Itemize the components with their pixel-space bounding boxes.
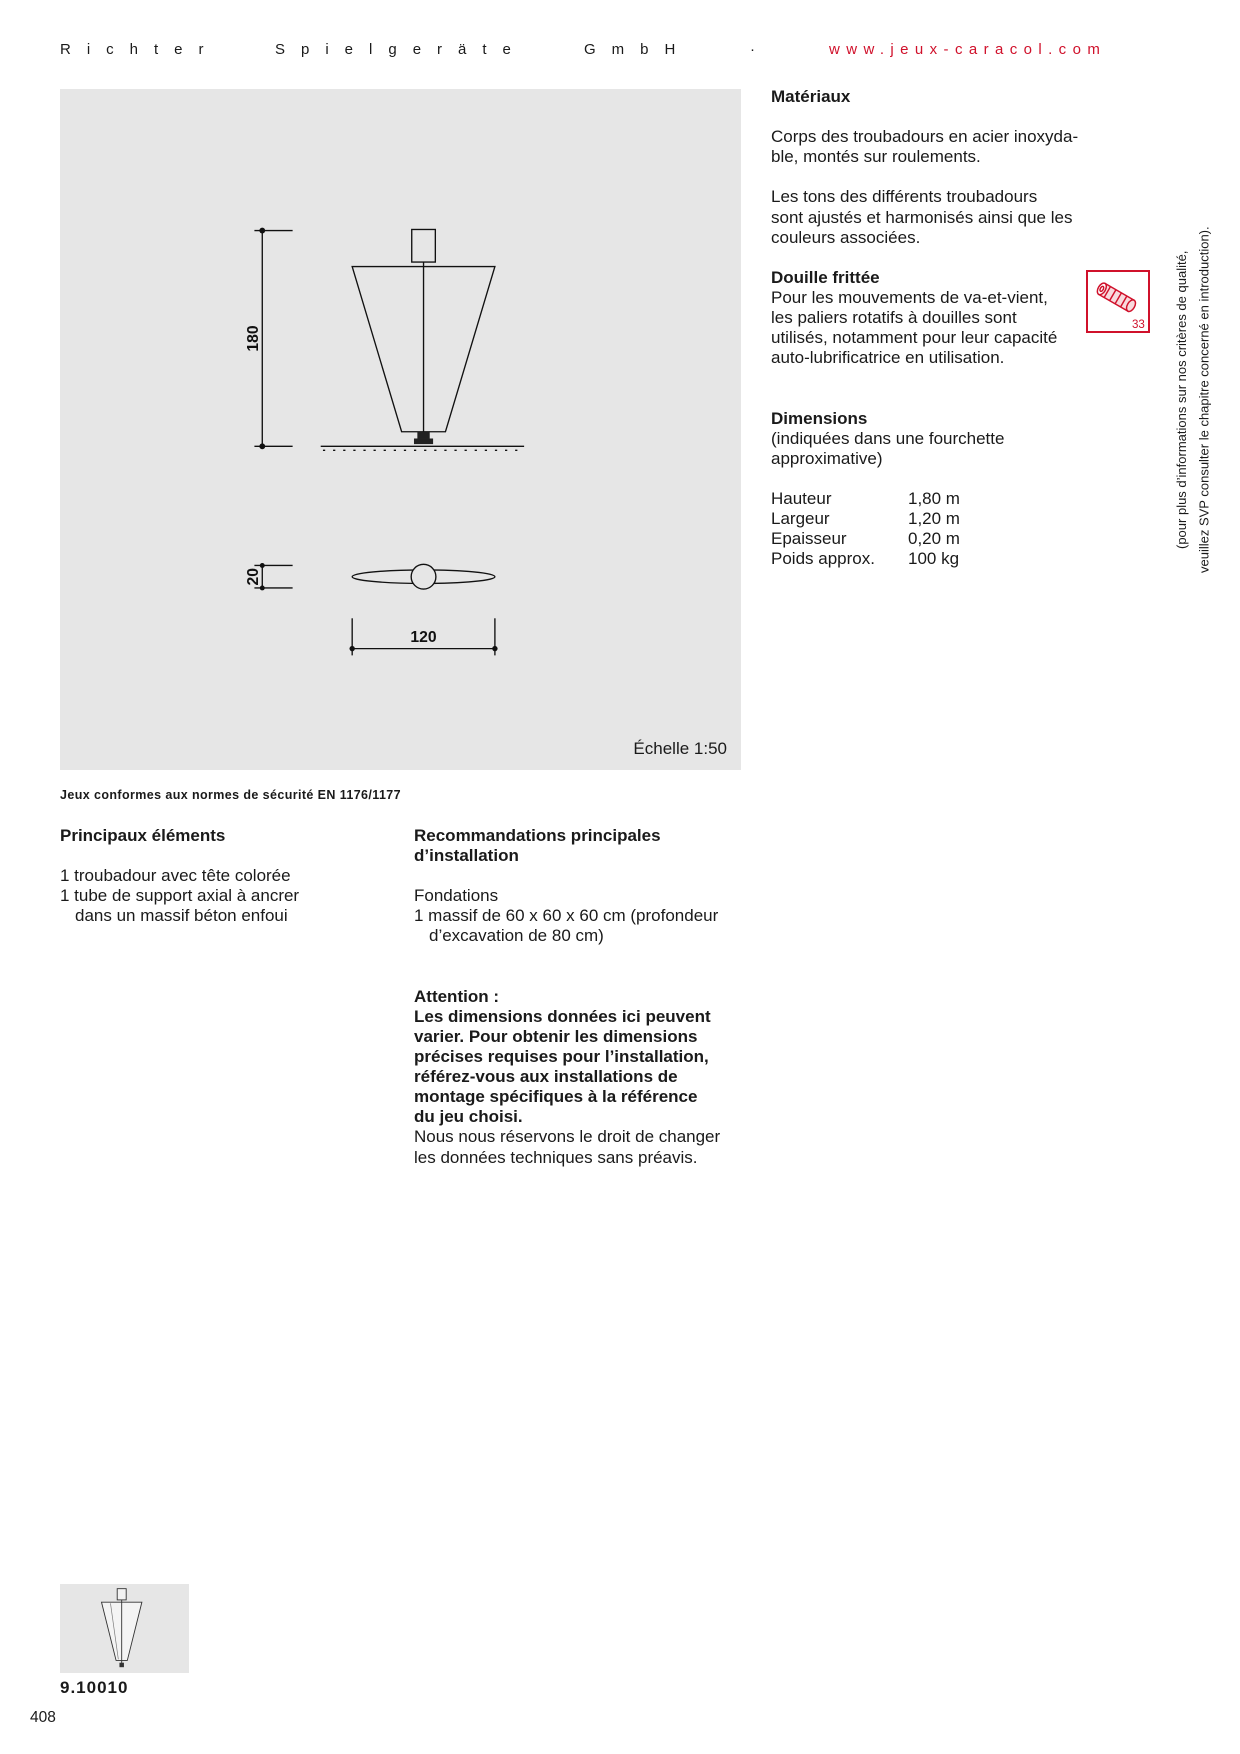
side-note-line: (pour plus d’informations sur nos critères de qualité, [1174,250,1189,550]
product-thumbnail [60,1584,189,1673]
attention-line: montage spécifiques à la référence [414,1087,698,1107]
spacer [414,967,720,987]
spacer [771,388,1078,408]
company-name-word-1: Richter [60,41,220,58]
width-dimension-right-dot [492,646,497,651]
drawing-scale: Échelle 1:50 [633,739,727,758]
page-number: 408 [30,1709,56,1726]
foundation-label: Fondations [414,886,499,906]
quality-criteria-side-note [1171,210,1216,590]
dimensions-row [771,509,1078,529]
materials-line: Corps des troubadours en acier inoxyda- [771,127,1079,147]
product-details-column [771,87,1078,569]
dimension-label: Largeur [771,508,830,528]
installation-section [414,826,720,1168]
installation-heading: Recommandations principales [414,826,661,845]
dimension-value: 100 kg [908,549,960,569]
disclaimer-line: Nous nous réservons le droit de changer [414,1127,721,1147]
spacer [771,368,1078,388]
attention-line: Les dimensions données ici peuvent [414,1006,711,1026]
spacer [771,248,1078,268]
thumbnail-head [117,1589,126,1600]
spacer [771,167,1078,187]
thickness-dimension-bottom-dot [260,585,265,590]
main-elements-section [60,826,299,926]
attention-line: précises requises pour l’installation, [414,1047,709,1067]
attention-heading: Attention : [414,986,499,1006]
dimension-label: Epaisseur [771,529,847,549]
thickness-dimension-label: 20 [244,567,262,586]
bushing-line: Pour les mouvements de va-et-vient, [771,287,1048,307]
dimensions-row [771,529,1078,549]
product-code: 9.10010 [60,1678,129,1697]
materials-line: Les tons des différents troubadours [771,187,1038,207]
product-thumbnail-drawing [60,1584,189,1673]
materials-heading: Matériaux [771,87,851,106]
main-elements-heading: Principaux éléments [60,826,226,845]
side-note-line: veuillez SVP consulter le chapitre concerné en introduction). [1196,226,1212,574]
spacer [414,947,720,967]
materials-line: ble, montés sur roulements. [771,147,981,167]
header-separator: · [750,41,771,58]
main-elements-line: 1 tube de support axial à ancrer [60,886,300,906]
spacer [414,866,720,886]
dimension-value: 1,80 m [908,488,960,508]
dimensions-heading: Dimensions [771,408,868,428]
disclaimer-line: les données techniques sans préavis. [414,1147,698,1167]
dimension-value: 0,20 m [908,529,960,549]
attention-line: référez-vous aux installations de [414,1067,678,1087]
company-name-word-2: Spielgeräte [275,41,527,58]
dimensions-row [771,549,1078,569]
main-elements-line: 1 troubadour avec tête colorée [60,866,291,886]
sintered-bushing-badge [1086,270,1150,333]
website-url: www.jeux-caracol.com [829,41,1107,58]
technical-drawing-panel [60,89,741,770]
installation-heading: d’installation [414,846,519,866]
troubadour-head [412,229,436,262]
safety-standard-note: Jeux conformes aux normes de sécurité EN 1176/1177 [60,788,402,802]
spacer [60,846,299,866]
width-dimension-left-dot [349,646,354,651]
dimensions-note: approximative) [771,448,883,468]
technical-drawing [60,89,741,770]
dimensions-row [771,489,1078,509]
anchor-foot [414,438,433,444]
attention-line: du jeu choisi. [414,1107,523,1127]
top-view-hub [411,564,436,589]
bushing-line: auto-lubrificatrice en utilisation. [771,348,1005,368]
height-dimension-bottom-dot [259,443,265,449]
bushing-line: utilisés, notamment pour leur capacité [771,328,1058,348]
dimension-label: Poids approx. [771,549,875,569]
materials-line: sont ajustés et harmonisés ainsi que les [771,207,1073,227]
height-dimension-label: 180 [244,325,262,352]
company-name-word-3: GmbH [584,41,692,58]
dimension-label: Hauteur [771,488,832,508]
width-dimension-label: 120 [410,628,437,646]
spacer [771,107,1078,127]
bushing-line: les paliers rotatifs à douilles sont [771,308,1017,328]
materials-line: couleurs associées. [771,227,921,247]
thumbnail-base [119,1663,123,1667]
bearing-neck [417,432,429,439]
spacer [771,469,1078,489]
bushing-reference-page: 33 [1131,318,1145,331]
dimension-value: 1,20 m [908,508,960,528]
attention-line: varier. Pour obtenir les dimensions [414,1026,698,1046]
foundation-line: d’excavation de 80 cm) [429,926,604,946]
main-elements-line: dans un massif béton enfoui [75,906,288,926]
sintered-bushing-icon [1088,272,1148,331]
dimensions-table [771,489,1078,569]
bushing-heading: Douille frittée [771,267,880,287]
height-dimension-top-dot [259,228,265,234]
foundation-line: 1 massif de 60 x 60 x 60 cm (profondeur [414,906,719,926]
dimensions-note: (indiquées dans une fourchette [771,428,1005,448]
